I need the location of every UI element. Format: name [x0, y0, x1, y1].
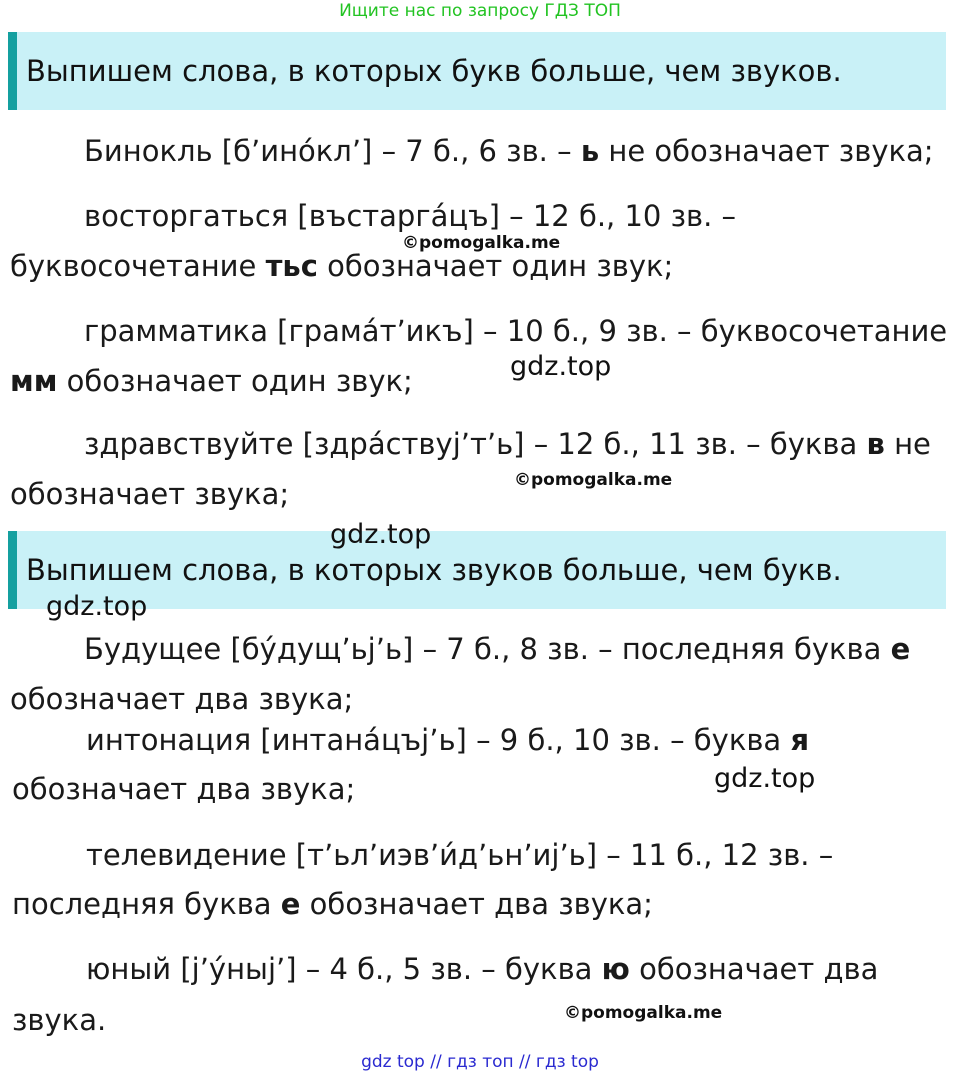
letter-mark: ю: [601, 952, 630, 986]
watermark-gdz: gdz.top: [46, 591, 148, 622]
entry-intonatsiya-line2: обозначает два звука;: [12, 772, 356, 806]
entry-yuny-line1: юный [j’у́ныj’] – 4 б., 5 зв. – буква ю обозначает два: [86, 952, 879, 986]
watermark-pomogalka: ©pomogalka.me: [402, 233, 561, 253]
heading-box-2: [8, 531, 946, 609]
letter-mark: я: [790, 723, 810, 757]
entry-grammatika-line1: грамматика [грама́т’икъ] – 10 б., 9 зв. – буквосочетание: [84, 314, 948, 348]
heading-box-1: [8, 32, 946, 110]
entry-budushchee-line2: обозначает два звука;: [10, 682, 354, 716]
entry-televidenie-line2: последняя буква е обозначает два звука;: [12, 887, 653, 921]
watermark-gdz: gdz.top: [330, 519, 432, 550]
heading-2: Выпишем слова, в которых звуков больше, чем букв.: [26, 553, 842, 587]
entry-binokl: Бинокль [б’ино́кл’] – 7 б., 6 зв. – ь не обозначает звука;: [84, 134, 934, 168]
footer-links: gdz top // гдз топ // гдз top: [361, 1052, 599, 1072]
heading-1: Выпишем слова, в которых букв больше, чем звуков.: [26, 54, 842, 88]
letter-mark: в: [866, 427, 885, 461]
entry-zdravstvuyte-line1: здравствуйте [здра́ствуj’т’ь] – 12 б., 11 зв. – буква в не: [84, 427, 931, 461]
heading-accent-bar: [8, 531, 17, 609]
entry-televidenie-line1: телевидение [т’ьл’иэв’и́д’ьн’иj’ь] – 11 б., 12 зв. –: [86, 838, 834, 872]
letter-mark: ь: [580, 134, 600, 168]
entry-yuny-line2: звука.: [12, 1003, 107, 1037]
entry-intonatsiya-line1: интонация [интана́цъj’ь] – 9 б., 10 зв. – буква я: [86, 723, 810, 757]
letter-mark: е: [280, 887, 301, 921]
watermark-pomogalka: ©pomogalka.me: [514, 470, 673, 490]
watermark-gdz: gdz.top: [510, 351, 612, 382]
watermark-gdz: gdz.top: [714, 763, 816, 794]
letter-mark: мм: [10, 364, 58, 398]
heading-accent-bar: [8, 32, 17, 110]
entry-budushchee-line1: Будущее [бу́дущ’ьj’ь] – 7 б., 8 зв. – последняя буква е: [84, 632, 911, 666]
entry-vostorgatsya-line1: восторгаться [въстарга́цъ] – 12 б., 10 зв. –: [84, 199, 737, 233]
entry-vostorgatsya-line2: буквосочетание тьс обозначает один звук;: [10, 249, 674, 283]
letter-mark: тьс: [265, 249, 318, 283]
watermark-pomogalka: ©pomogalka.me: [564, 1003, 723, 1023]
top-banner: Ищите нас по запросу ГДЗ ТОП: [339, 1, 621, 21]
entry-zdravstvuyte-line2: обозначает звука;: [10, 477, 290, 511]
letter-mark: е: [890, 632, 911, 666]
entry-grammatika-line2: мм обозначает один звук;: [10, 364, 413, 398]
